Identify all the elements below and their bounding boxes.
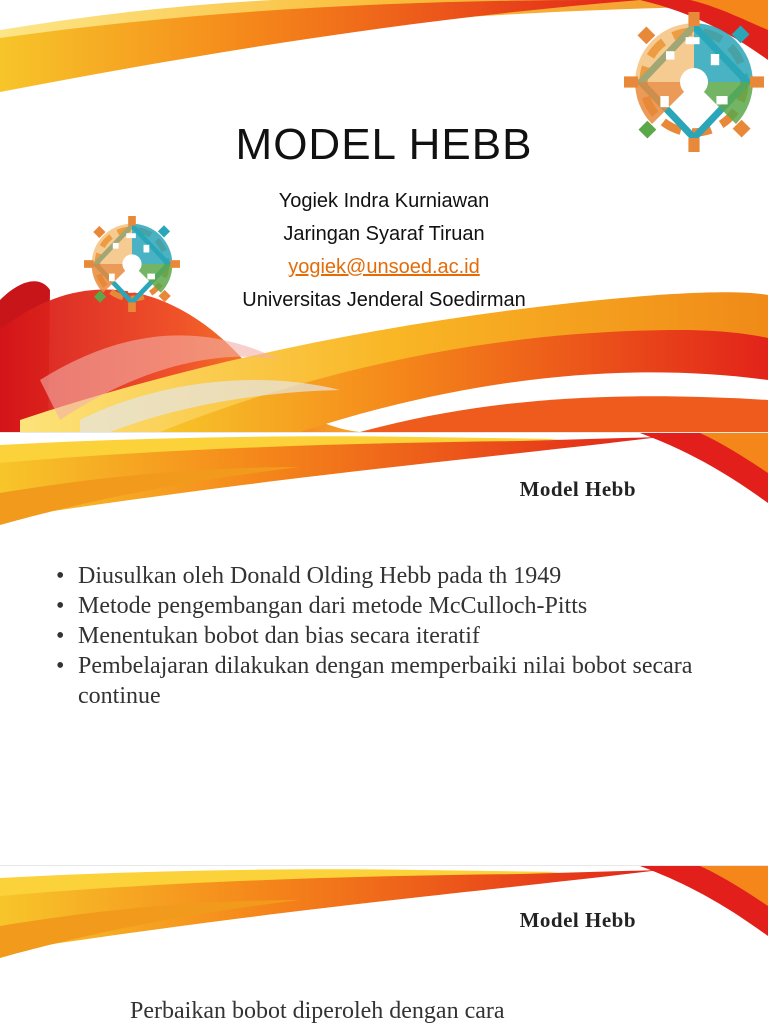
bullet-item: • Pembelajaran dilakukan dengan memperbaiki nilai bobot secara continue [54, 651, 734, 711]
ribbon-header [0, 433, 768, 553]
ribbon-header [0, 866, 768, 986]
content-slide [0, 432, 768, 866]
university-name: Universitas Jenderal Soedirman [242, 289, 526, 311]
bullet-item: • Metode pengembangan dari metode McCulloch-Pitts [54, 591, 734, 621]
bullet-list [54, 561, 734, 711]
author-name: Yogiek Indra Kurniawan [278, 190, 490, 212]
slide-heading: Model Hebb [519, 908, 636, 932]
content-slide-2 [0, 865, 768, 1025]
title-slide [0, 0, 768, 432]
slide-title: MODEL HEBB [235, 120, 533, 169]
slide-body-text: Perbaikan bobot diperoleh dengan cara [130, 998, 505, 1024]
course-name: Jaringan Syaraf Tiruan [283, 223, 485, 245]
bullet-item: • Menentukan bobot dan bias secara iteratif [54, 621, 734, 651]
email-link[interactable]: yogiek@unsoed.ac.id [288, 256, 480, 278]
bullet-item: • Diusulkan oleh Donald Olding Hebb pada th 1949 [54, 561, 734, 591]
slide-heading: Model Hebb [519, 477, 636, 501]
